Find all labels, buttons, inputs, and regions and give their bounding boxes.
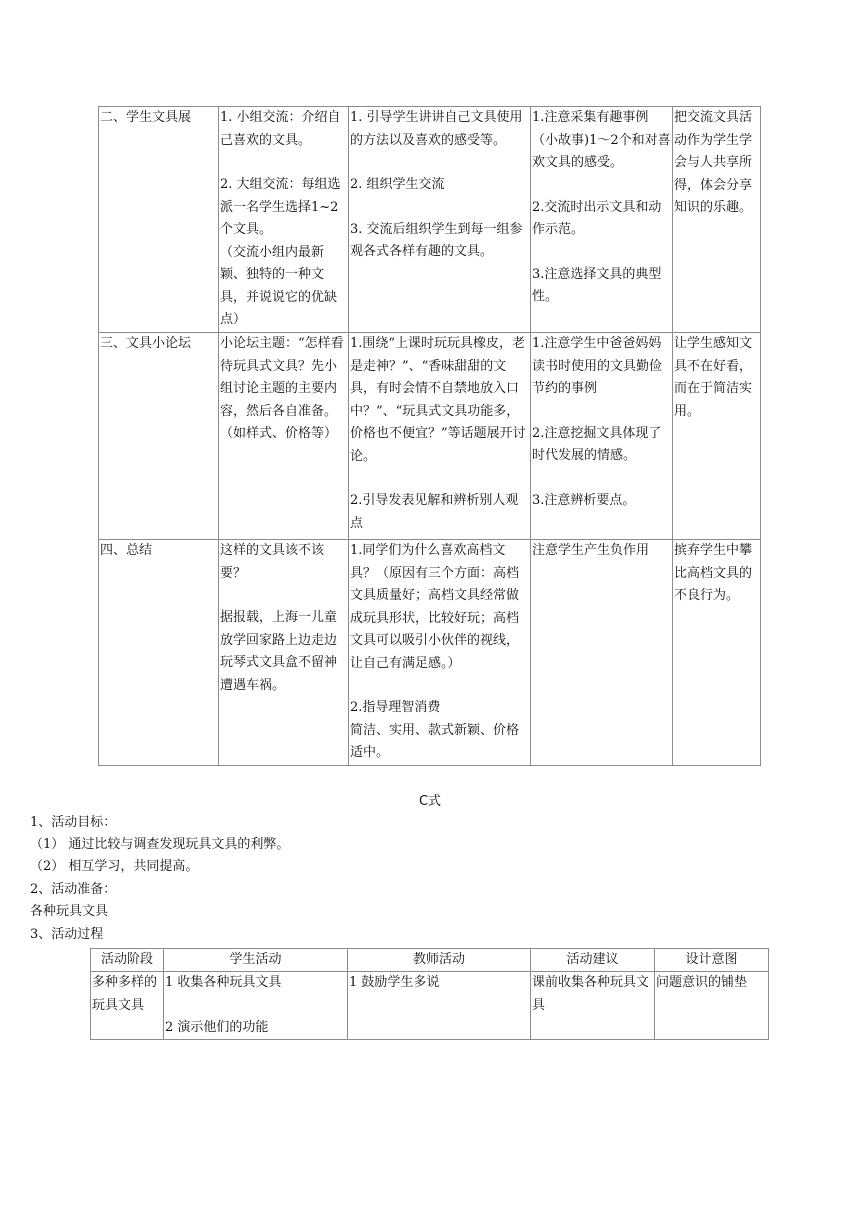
cell-text: （交流小组内最新颖、独特的一种文具，并说说它的优缺点） xyxy=(220,244,338,327)
cell-text: 让学生感知文具不在好看，而在于简洁实用。 xyxy=(674,336,753,419)
paragraph-gap xyxy=(532,242,671,264)
paragraph-gap xyxy=(220,152,347,174)
paragraph-gap xyxy=(165,995,346,1017)
advice-cell xyxy=(531,540,673,766)
teacher-cell xyxy=(349,540,531,766)
cell-text: 1.注意学生中爸爸妈妈读书时使用的文具勤俭节约的事例 xyxy=(532,336,663,396)
table-row xyxy=(99,107,761,333)
paragraph-gap xyxy=(350,468,529,490)
cell-text: 把交流文具活动作为学生学会与人共享所得，体会分享知识的乐趣。 xyxy=(674,110,753,215)
cell-text: 注意学生产生负作用 xyxy=(532,543,650,558)
paragraph-gap xyxy=(220,585,347,607)
table-row xyxy=(99,333,761,540)
intent-cell xyxy=(673,540,761,766)
cell-text: 2 演示他们的功能 xyxy=(165,1019,269,1035)
header-cell: 活动建议 xyxy=(531,949,655,972)
preparation-heading: 2、活动准备： xyxy=(30,882,117,897)
table-row xyxy=(91,972,769,1040)
cell-text: 小论坛主题：“怎样看待玩具式文具？先小组讨论主题的主要内容，然后各自准备。（如样式、价格等） xyxy=(220,336,344,441)
cell-text: 3.注意选择文具的典型性。 xyxy=(532,266,662,304)
cell-text: 1. 引导学生讲讲自己文具使用的方法以及喜欢的感受等。 xyxy=(350,110,523,148)
stage-cell: 二、学生文具展 xyxy=(99,107,219,333)
stage-cell: 三、文具小论坛 xyxy=(99,333,219,540)
table-header-row xyxy=(91,949,769,972)
cell-text: 3.注意辨析要点。 xyxy=(532,492,636,508)
student-cell xyxy=(164,972,348,1040)
paragraph-gap xyxy=(350,152,529,174)
cell-text: 1 鼓励学生多说 xyxy=(349,975,440,990)
cell-text: 2.注意挖掘文具体现了时代发展的情感。 xyxy=(532,425,662,463)
objective-heading: 1、活动目标： xyxy=(30,815,117,830)
teacher-cell xyxy=(349,107,531,333)
cell-text: 3. 交流后组织学生到每一组参观各式各样有趣的文具。 xyxy=(350,221,523,259)
stage-cell: 四、总结 xyxy=(99,540,219,766)
paragraph-gap xyxy=(532,175,671,197)
cell-text: 这样的文具该不该要？ xyxy=(220,543,325,581)
section-title: C式 xyxy=(418,794,442,809)
paragraph-gap xyxy=(350,197,529,219)
cell-text: 1.围绕“上课时玩玩具橡皮，老是走神？”、“香味甜甜的文具，有时会情不自禁地放入口中？”、“玩具式文具功能多，价格也不便宜？”等话题展开讨论。 xyxy=(350,336,526,464)
cell-text: 1 收集各种玩具文具 xyxy=(165,975,282,990)
cell-text: 2. 大组交流：每组选派一名学生选择1~2个文具。 xyxy=(220,177,341,237)
teacher-cell xyxy=(348,972,531,1040)
teacher-cell xyxy=(349,333,531,540)
cell-text: 问题意识的铺垫 xyxy=(656,975,748,990)
cell-text: 据报载，上海一儿童放学回家路上边走边玩琴式文具盒不留神遭遇车祸。 xyxy=(220,610,338,693)
cell-text: 摈弃学生中攀比高档文具的不良行为。 xyxy=(674,543,753,603)
student-cell xyxy=(219,333,349,540)
cell-text: 课前收集各种玩具文具 xyxy=(532,975,650,1013)
intent-cell xyxy=(673,107,761,333)
lesson-table-c xyxy=(90,948,769,1040)
student-cell xyxy=(219,107,349,333)
intent-cell xyxy=(673,333,761,540)
lesson-table-b xyxy=(98,106,761,766)
advice-cell xyxy=(531,107,673,333)
stage-cell: 多种多样的玩具文具 xyxy=(91,972,164,1040)
cell-text: 1.注意采集有趣事例（小故事)1～2个和对喜欢文具的感受。 xyxy=(532,110,671,170)
paragraph-gap xyxy=(532,468,671,490)
cell-text: 2.交流时出示文具和动作示范。 xyxy=(532,199,662,237)
header-cell: 教师活动 xyxy=(348,949,531,972)
header-cell: 活动阶段 xyxy=(91,949,164,972)
paragraph-gap xyxy=(532,401,671,423)
header-cell: 设计意图 xyxy=(655,949,769,972)
preparation-text: 各种玩具文具 xyxy=(30,904,109,919)
paragraph-gap xyxy=(350,675,529,697)
advice-cell xyxy=(531,972,655,1040)
advice-cell xyxy=(531,333,673,540)
objective-item-1: （1） 通过比较与调查发现玩具文具的利弊。 xyxy=(30,837,290,852)
cell-text: 2. 组织学生交流 xyxy=(350,177,445,192)
table-row xyxy=(99,540,761,766)
intent-cell xyxy=(655,972,769,1040)
cell-text: 2.引导发表见解和辨析别人观点 xyxy=(350,493,519,531)
header-cell: 学生活动 xyxy=(164,949,348,972)
student-cell xyxy=(219,540,349,766)
cell-text: 简洁、实用、款式新颖、价格适中。 xyxy=(350,722,520,760)
process-heading: 3、活动过程 xyxy=(30,927,104,942)
cell-text: 2.指导理智消费 xyxy=(350,700,441,715)
cell-text: 1.同学们为什么喜欢高档文具？（原因有三个方面：高档文具质量好；高档文具经常做成玩具形状，比较好玩；高档文具可以吸引小伙伴的视线，让自己有满足感。） xyxy=(350,543,520,671)
objective-item-2: （2） 相互学习，共同提高。 xyxy=(30,859,199,874)
cell-text: 1. 小组交流：介绍自己喜欢的文具。 xyxy=(220,110,341,148)
